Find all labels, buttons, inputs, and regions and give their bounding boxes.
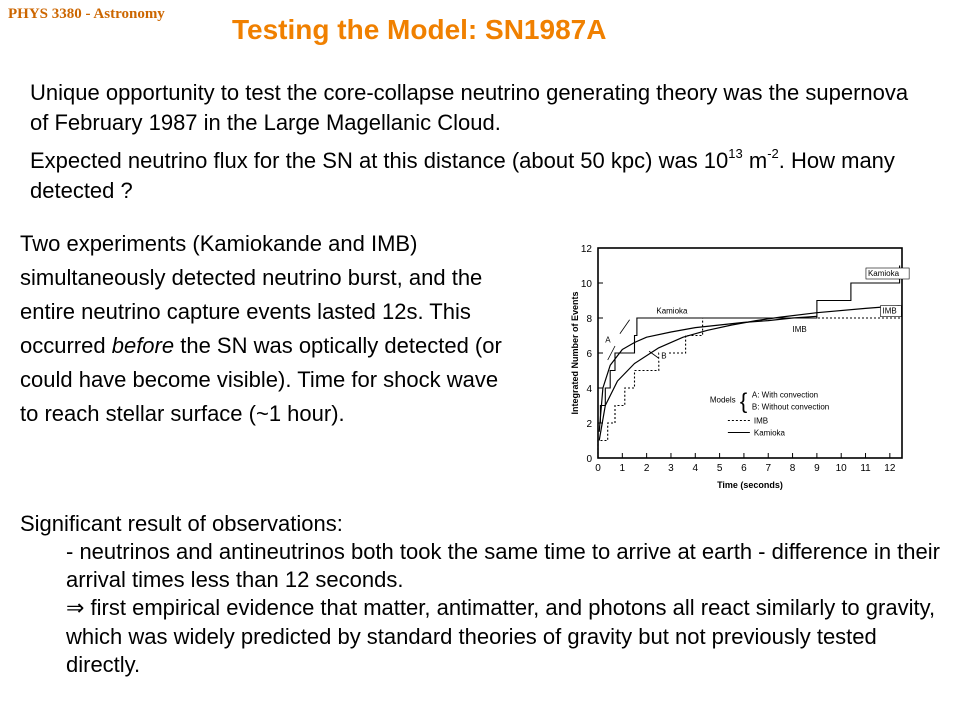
flux-text: Expected neutrino flux for the SN at this distance (about 50 kpc) was 10 [30,148,729,173]
y-axis-label: Integrated Number of Events [570,291,580,415]
significance-bullet-2-text: first empirical evidence that matter, antimatter, and photons all react similarly to gravity, which was widely predicted by standard theories of gravity but not previously tested directly. [66,595,936,677]
x-tick-label: 1 [619,463,626,474]
y-tick-label: 10 [580,279,592,290]
annotation-label: B [661,351,667,361]
x-tick-label: 6 [741,463,747,474]
x-tick-label: 2 [643,463,650,474]
x-tick-label: 5 [716,463,723,474]
experiments-text-1: Two experiments (Kamiokande and IMB) simultaneously detected neutrino burst, and the entire neutrino capture events lasted 12s. This occurred [20,231,483,358]
series-line-a [599,316,817,432]
implies-arrow-icon: ⇒ [66,596,85,621]
x-tick-label: 8 [789,463,796,474]
significance-bullet-1: - neutrinos and antineutrinos both took the same time to arrive at earth - difference in their arrival times less than 12 seconds. [66,539,940,592]
neutrino-events-chart [556,240,940,492]
flux-question: . How many detected ? [30,148,895,203]
annotation-pointer [620,320,630,334]
x-tick-label: 12 [884,463,896,474]
legend-brace: { [739,388,748,414]
experiments-paragraph [20,227,520,431]
significance-heading: Significant result of observations: [20,511,343,536]
y-tick-label: 0 [586,454,592,465]
x-tick-label: 3 [668,463,674,474]
x-tick-label: 10 [835,463,847,474]
legend-item-a: A: With convection [751,390,819,400]
y-tick-label: 4 [586,384,592,395]
intro-paragraph-2 [30,146,940,206]
flux-exponent: 13 [728,145,743,161]
annotation-pointer [649,351,659,358]
flux-unit: m [742,148,768,173]
annotation-label: Kamioka [867,269,900,278]
annotation-label: Kamioka [656,306,688,316]
y-tick-label: 12 [580,244,592,255]
slide-title: Testing the Model: SN1987A [232,14,607,45]
experiments-italic: before [111,333,175,358]
annotation-pointer [608,346,615,360]
legend-item-kamioka: Kamioka [753,428,785,438]
unit-exponent: -2 [767,145,779,161]
x-tick-label: 0 [595,463,601,474]
y-tick-label: 6 [586,349,592,360]
experiments-text-2: the SN was optically detected (or could have become visible). Time for shock wave to reach stellar surface (~1 hour). [20,333,502,426]
x-tick-label: 9 [814,463,820,474]
significance-bullet-2 [20,594,940,679]
annotation-label: A [605,335,611,345]
intro-paragraph-1: Unique opportunity to test the core-collapse neutrino generating theory was the supernova of February 1987 in the Large Magellanic Cloud. [30,80,909,135]
course-label: PHYS 3380 - Astronomy [8,6,165,22]
x-tick-label: 7 [765,463,772,474]
legend-item-imb: IMB [753,416,769,426]
annotation-label: IMB [882,306,897,316]
legend-models-label: Models [709,395,736,405]
significance-section [20,510,940,679]
x-tick-label: 11 [860,463,871,474]
y-tick-label: 2 [586,419,592,430]
legend-item-b: B: Without convection [751,402,830,412]
plot-frame [598,248,902,458]
x-tick-label: 4 [692,463,699,474]
series-line-kamioka [598,266,900,459]
annotation-label: IMB [792,325,807,334]
y-tick-label: 8 [586,314,592,325]
x-axis-label: Time (seconds) [717,480,783,490]
